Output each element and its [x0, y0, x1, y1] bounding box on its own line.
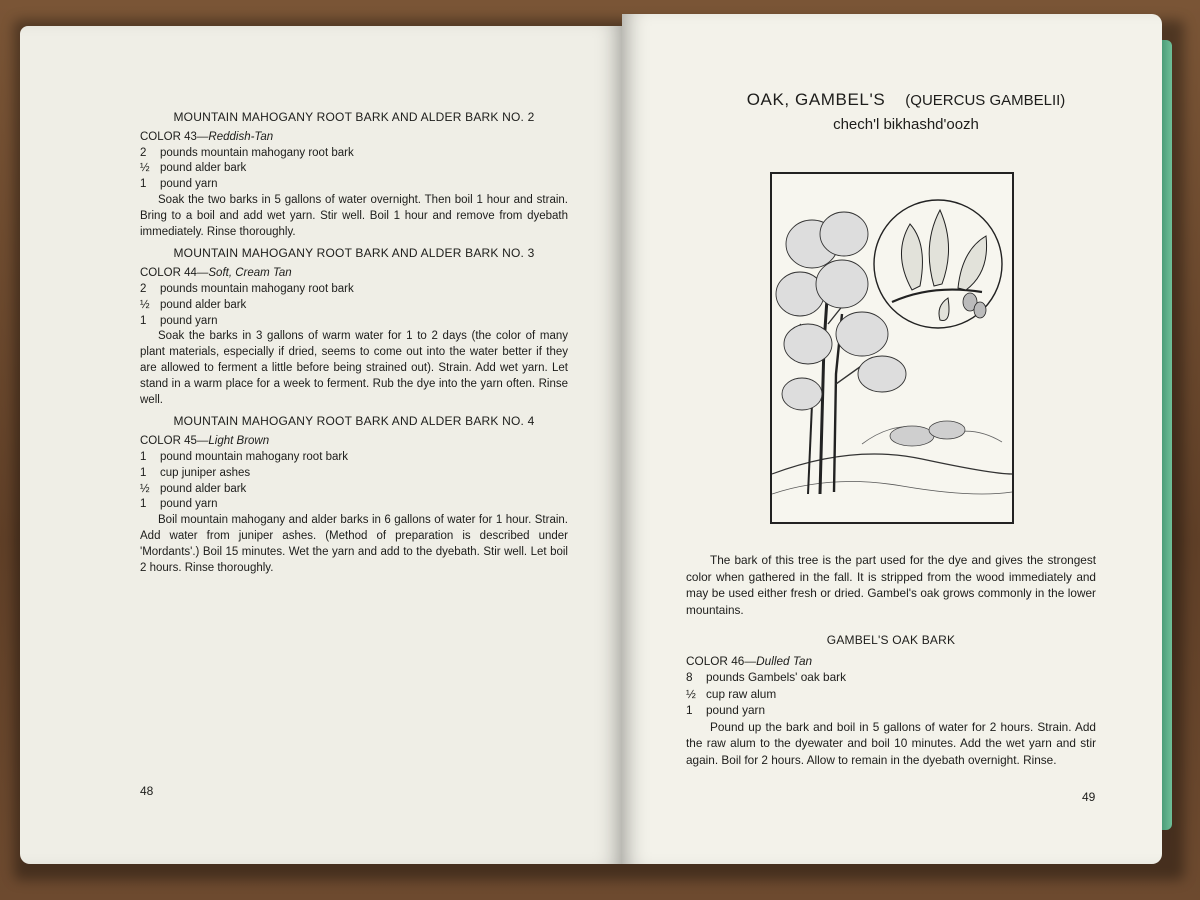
right-page — [622, 14, 1162, 864]
instructions: Soak the barks in 3 gallons of warm water for 1 to 2 days (the color of many plant materials, especially if dried, seems to come out into the water better if they are allowed to ferment a little before being strained out). Strain. Add wet yarn. Let stand in a warm place for a week to ferment. Rub the dye into the yarn often. Rinse well. — [140, 330, 568, 406]
color-name: —Soft, Cream Tan — [196, 267, 292, 280]
ingredient-text: pounds mountain mahogany root bark — [160, 282, 354, 295]
color-heading — [686, 653, 1096, 670]
ingredient-text: pound yarn — [160, 178, 218, 191]
ingredient-text: pound yarn — [160, 314, 218, 327]
latin-name: (QUERCUS GAMBELII) — [905, 92, 1066, 109]
ingredient-qty: ½ — [140, 298, 150, 311]
color-heading — [140, 266, 568, 282]
color-label: COLOR 45 — [140, 435, 197, 448]
ingredient-text: pound alder bark — [160, 482, 247, 495]
ingredient — [140, 298, 568, 314]
section-title: MOUNTAIN MAHOGANY ROOT BARK AND ALDER BARK NO. 4 — [173, 414, 535, 429]
color-name: —Dulled Tan — [744, 653, 813, 668]
plant-title: OAK, GAMBEL'S — [746, 90, 886, 109]
right-page-content — [686, 552, 1096, 774]
color-label: COLOR 43 — [140, 130, 197, 143]
left-page — [20, 26, 622, 864]
ingredient — [686, 686, 1096, 703]
ingredient-text: pounds Gambels' oak bark — [706, 670, 846, 684]
plant-description: The bark of this tree is the part used for the dye and gives the strongest color when gathered in the fall. It is stripped from the wood immediately and may be used either fresh or dried. Gambel's oak grows commonly in the lower mountains. — [686, 553, 1096, 617]
ingredient-qty: 2 — [140, 146, 147, 159]
oak-tree-drawing — [772, 174, 1012, 522]
ingredient-qty: 1 — [686, 703, 693, 717]
instructions: Boil mountain mahogany and alder barks in 6 gallons of water for 1 hour. Strain. Add water from juniper ashes. (Method of preparation is described under 'Mordants'.) Boil 15 minutes. Wet the yarn and add to the dyebath. Stir well. Let boil 2 hours. Rinse thoroughly. — [140, 514, 568, 574]
page-number: 48 — [140, 784, 154, 798]
ingredient-qty: ½ — [686, 686, 696, 701]
left-page-content — [140, 110, 568, 582]
ingredient-text: pound mountain mahogany root bark — [160, 450, 348, 463]
ingredient-text: pound yarn — [160, 498, 218, 511]
page-number: 49 — [1082, 790, 1096, 804]
ingredient — [140, 282, 568, 298]
plant-title-block — [726, 90, 1086, 133]
ingredient-qty: 1 — [140, 450, 147, 463]
ingredient-text: pound alder bark — [160, 298, 247, 311]
ingredient — [140, 146, 568, 162]
ingredient-qty: 1 — [140, 314, 147, 327]
ingredient-text: cup juniper ashes — [160, 466, 251, 479]
color-label: COLOR 44 — [140, 267, 197, 280]
oak-tree-illustration — [770, 172, 1014, 524]
ingredient-qty: ½ — [140, 162, 150, 175]
section-title: GAMBEL'S OAK BARK — [826, 633, 956, 647]
navajo-name: chech'l bikhashd'oozh — [833, 116, 979, 133]
section-title: MOUNTAIN MAHOGANY ROOT BARK AND ALDER BARK NO. 3 — [173, 246, 535, 261]
color-heading — [140, 130, 568, 146]
ingredient — [140, 497, 568, 513]
ingredient-text: pounds mountain mahogany root bark — [160, 146, 354, 159]
section-title: MOUNTAIN MAHOGANY ROOT BARK AND ALDER BARK NO. 2 — [173, 110, 535, 124]
ingredient-qty: 2 — [140, 282, 147, 295]
ingredient — [140, 482, 568, 498]
ingredient — [140, 314, 568, 330]
ingredient-qty: 1 — [140, 498, 147, 511]
ingredient — [686, 702, 1096, 719]
ingredient — [140, 177, 568, 193]
ingredient — [686, 669, 1096, 686]
ingredient-text: pound alder bark — [160, 162, 247, 175]
instructions: Soak the two barks in 5 gallons of water overnight. Then boil 1 hour and strain. Bring to a boil and add wet yarn. Stir well. Boil 1 hour and remove from dyebath immediately. Rinse thoroughly. — [140, 193, 568, 238]
ingredient — [140, 450, 568, 466]
ingredient-text: pound yarn — [706, 703, 766, 717]
ingredient-text: cup raw alum — [706, 686, 777, 701]
ingredient-qty: 1 — [140, 178, 147, 191]
color-label: COLOR 46 — [686, 653, 745, 668]
color-name: —Reddish-Tan — [196, 130, 274, 143]
color-name: —Light Brown — [196, 435, 270, 448]
ingredient-qty: 8 — [686, 670, 693, 684]
instructions: Pound up the bark and boil in 5 gallons of water for 2 hours. Strain. Add the raw alum to the dyewater and boil 10 minutes. Add the wet yarn and stir again. Boil for 2 hours. Allow to remain in the dyebath overnight. Rinse. — [686, 719, 1096, 767]
color-heading — [140, 434, 568, 450]
ingredient — [140, 466, 568, 482]
ingredient-qty: 1 — [140, 466, 147, 479]
ingredient-qty: ½ — [140, 482, 150, 495]
ingredient — [140, 161, 568, 177]
